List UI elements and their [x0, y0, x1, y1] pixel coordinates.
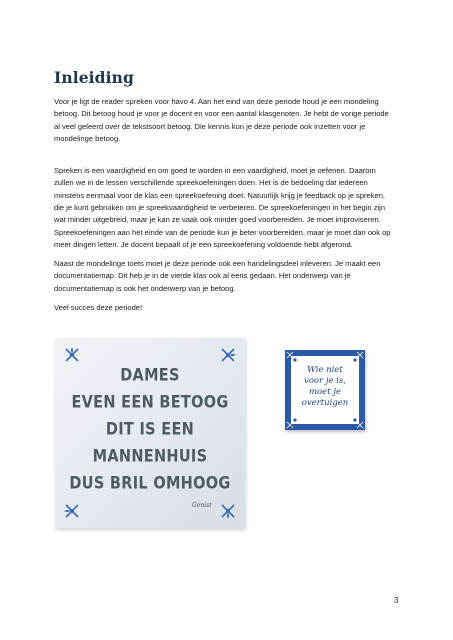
text-line: meer dingen letten. Je docent bepaalt of je een spreekoefening voldoende hebt afgerond.	[54, 240, 353, 250]
paragraph-spreken	[54, 165, 404, 251]
page-heading: Inleiding	[54, 68, 134, 87]
paragraph-closing	[54, 302, 404, 314]
page-number: 3	[394, 596, 399, 605]
text-line: minstens eenmaal voor de klas een spreekoefening doet. Natuurlijk krijg je feedback op je spreken,	[54, 190, 385, 200]
paragraph-intro	[54, 96, 404, 145]
tile-text-line: MANNENHUIS	[92, 447, 208, 467]
tile-text-line: DAMES	[120, 366, 180, 386]
text-line: Spreken is een vaardigheid en om goed te worden in een vaardigheid, moet je oefenen. Daarom	[54, 166, 376, 175]
text-line: mondelinge betoog.	[54, 134, 121, 144]
ornament-icon	[219, 502, 237, 520]
text-line: wat minder uitgebreid, maar je kan ze vaak ook minder goed voorbereiden. Je moet improviseren.	[54, 215, 381, 225]
tile-text-line: Wie niet	[307, 365, 343, 375]
text-line: betoog. Dit betoog houd je voor je docent en voor een aantal klasgenoten. Je hebt de vorige periode	[54, 109, 389, 119]
tile-text-line: overtuigen	[301, 398, 349, 408]
ornament-icon	[219, 346, 237, 364]
text-line: al veel geleerd over de tekstsoort betoog. Die kennis kun je deze periode ook inzetten voor je	[54, 121, 366, 131]
tile-text-line: moet je	[309, 387, 341, 397]
text-line: Spreekoefeningen aan het einde van de periode kun je beter voorbereiden, maar je moet dan ook op	[54, 227, 391, 237]
tile-text-line: DIT IS EEN	[105, 420, 195, 440]
tile-text-line: EVEN EEN BETOOG	[71, 393, 229, 413]
paragraph-documentatiemap	[54, 258, 404, 295]
paragraph-text	[54, 302, 404, 314]
paragraph-text	[54, 165, 404, 251]
tile-text-line: DUS BRIL OMHOOG	[69, 474, 231, 494]
quote-tile-image	[55, 338, 245, 528]
delft-tile-image	[285, 350, 365, 430]
text-line: die je kunt gebruiken om je spreekvaardigheid te verbeteren. De spreekoefeningen in het begin zijn	[54, 203, 386, 213]
paragraph-text	[54, 258, 404, 295]
text-line: zullen we in de lessen verschillende spreekoefeningen doen. Het is de bedoeling dat iedereen	[54, 178, 368, 188]
text-line: documentatiemap is ook het onderwerp van je betoog.	[54, 283, 236, 293]
ornament-icon	[63, 502, 81, 520]
tile-text-line: voor je is,	[304, 376, 346, 386]
text-line: Naast de mondelinge toets moet je deze periode ook een handelingsdeel inleveren. Je maakt een	[54, 259, 381, 268]
text-line: documentatiemap. Dit heb je in de vierde klas ook al eens gedaan. Het onderwerp van je	[54, 271, 351, 281]
tile-signature: Genist	[192, 502, 212, 509]
paragraph-text	[54, 96, 404, 145]
text-line: Veel succes deze periode!	[54, 303, 143, 312]
ornament-icon	[63, 346, 81, 364]
text-line: Voor je ligt de reader spreken voor havo 4. Aan het eind van deze periode houd je een mondeling	[54, 97, 379, 106]
